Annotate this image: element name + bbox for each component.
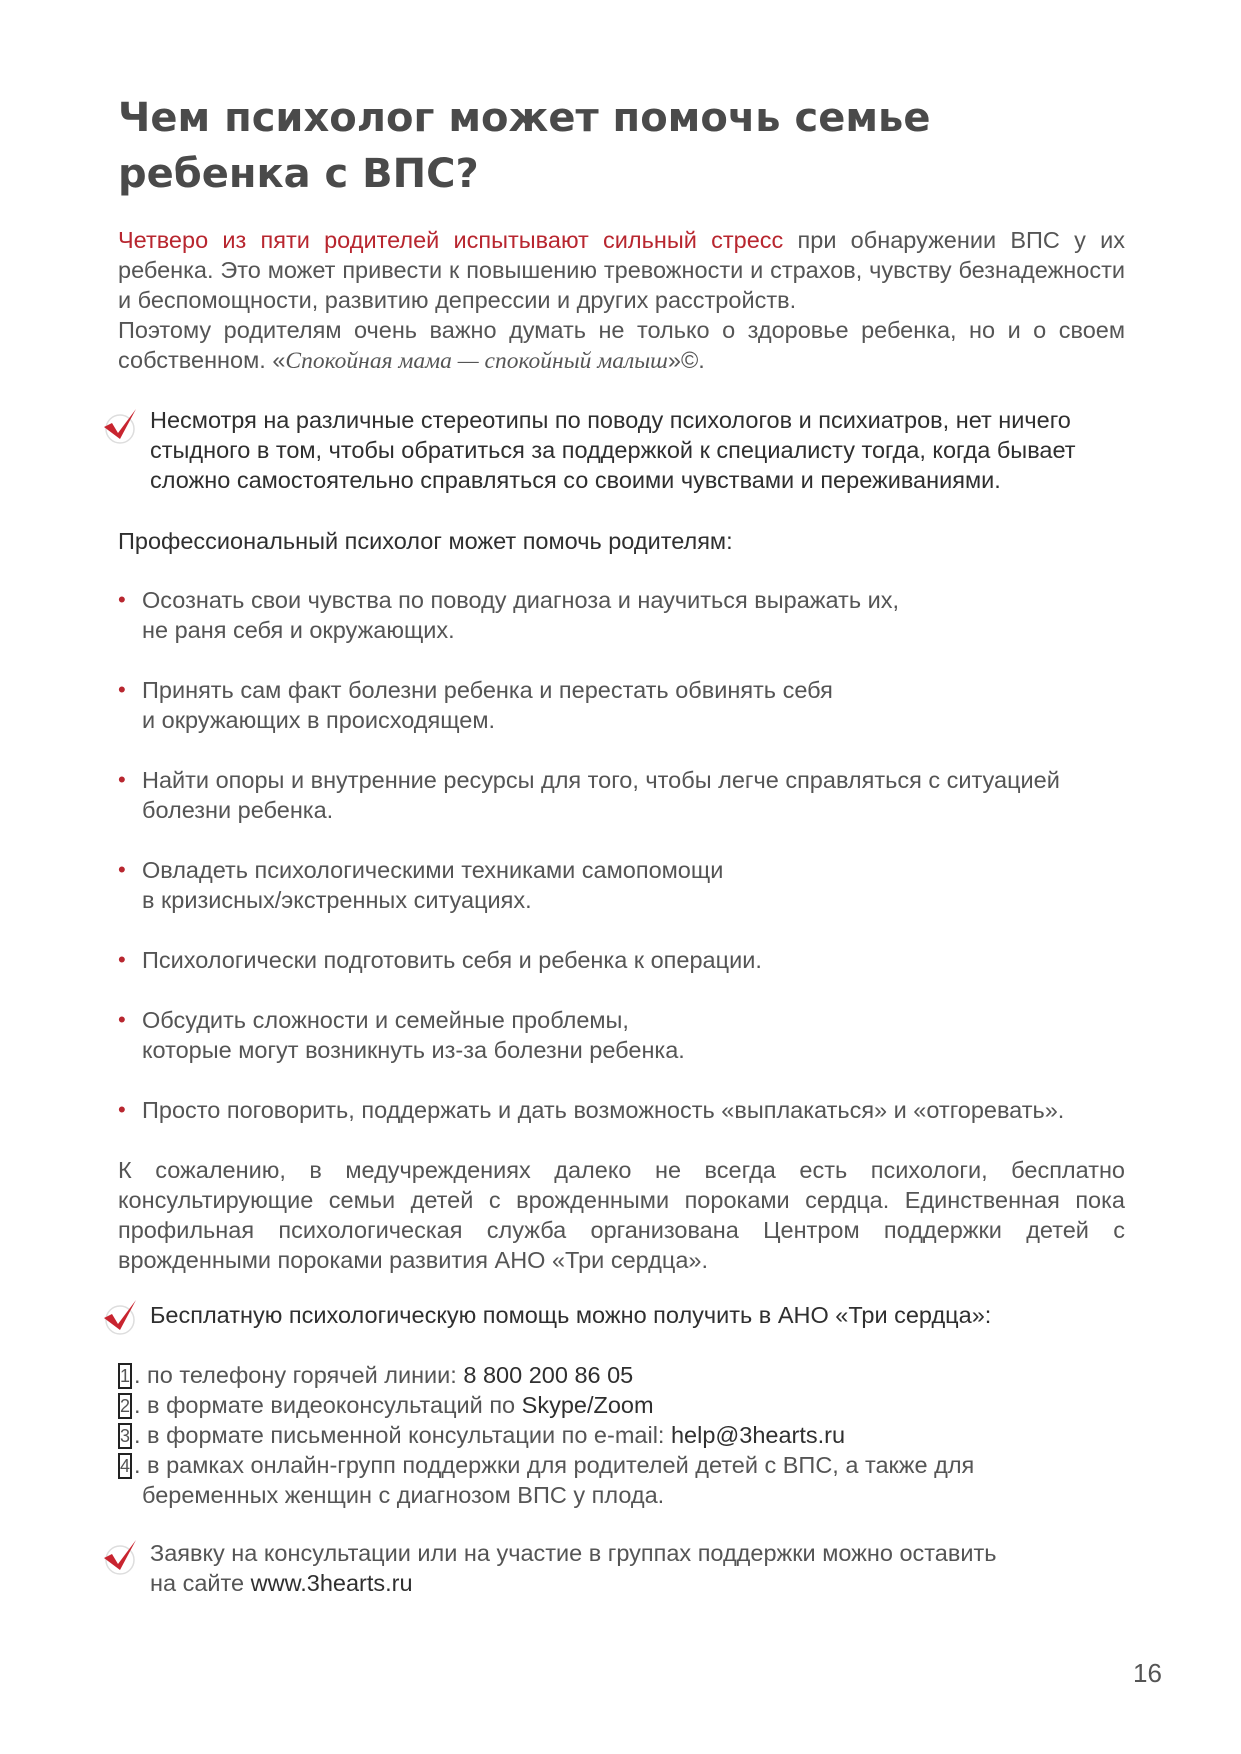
item-number: 2 — [118, 1393, 132, 1419]
note-stigma-line-2: стыдного в том, чтобы обратиться за поддержкой к специалисту тогда, когда бывает — [150, 437, 1076, 463]
list-item-line: Обсудить сложности и семейные проблемы, — [142, 1007, 629, 1033]
title-line-1: Чем психолог может помочь семье — [118, 95, 931, 141]
bullet-dot: • — [118, 947, 126, 972]
intro-quote-end: »©. — [667, 347, 705, 373]
page-title — [118, 90, 1118, 202]
bullet-dot: • — [118, 677, 126, 702]
note-application-prefix: на сайте — [150, 1570, 251, 1596]
bullet-dot: • — [118, 1007, 126, 1032]
red-check-icon — [100, 405, 140, 445]
help-way-item — [118, 1390, 654, 1420]
title-line-2: ребенка с ВПС? — [118, 151, 479, 197]
page-number: 16 — [1133, 1658, 1162, 1688]
item-text: . в рамках онлайн-групп поддержки для родителей детей с ВПС, а также для — [134, 1452, 975, 1478]
list-item-line: болезни ребенка. — [142, 797, 334, 823]
item-text: . в формате видеоконсультаций по — [134, 1392, 522, 1418]
item-text: . в формате письменной консультации по e-mail: — [134, 1422, 671, 1448]
bullet-dot: • — [118, 587, 126, 612]
help-way-item — [118, 1450, 974, 1480]
intro-highlight: Четверо из пяти родителей испытывают сильный стресс — [118, 227, 784, 253]
red-check-icon — [100, 1536, 140, 1576]
list-item-line: и окружающих в происходящем. — [142, 707, 496, 733]
hotline-phone[interactable]: 8 800 200 86 05 — [463, 1362, 634, 1388]
list-item-line: Осознать свои чувства по поводу диагноза и научиться выражать их, — [142, 587, 900, 613]
list-item-line: не раня себя и окружающих. — [142, 617, 455, 643]
note-free-help: Бесплатную психологическую помощь можно получить в АНО «Три сердца»: — [150, 1302, 992, 1328]
intro-quote: Спокойная мама — спокойный малыш — [285, 348, 668, 374]
list-item-line: Просто поговорить, поддержать и дать возможность «выплакаться» и «отгоревать». — [142, 1097, 1065, 1123]
red-check-icon — [100, 1296, 140, 1336]
note-stigma-line-1: Несмотря на различные стереотипы по поводу психологов и психиатров, нет ничего — [150, 407, 1071, 433]
list-item-line: Овладеть психологическими техниками самопомощи — [142, 857, 724, 883]
list-item-line: Найти опоры и внутренние ресурсы для того, чтобы легче справляться с ситуацией — [142, 767, 1060, 793]
lead-text: Профессиональный психолог может помочь родителям: — [118, 528, 733, 554]
note-application — [150, 1538, 1130, 1598]
list-item-line: которые могут возникнуть из-за болезни ребенка. — [142, 1037, 685, 1063]
item-number: 3 — [118, 1423, 132, 1449]
intro-text-2: Поэтому родителям очень важно думать не только о здоровье ребенка, но и о своем собственном. « — [118, 317, 1125, 373]
note-stigma — [150, 405, 1130, 495]
note-stigma-line-3: сложно самостоятельно справляться со своими чувствами и переживаниями. — [150, 467, 1001, 493]
help-way-item — [118, 1360, 633, 1390]
list-item-line: Психологически подготовить себя и ребенка к операции. — [142, 947, 762, 973]
website-link[interactable]: www.3hearts.ru — [250, 1570, 413, 1596]
help-way-item — [118, 1420, 845, 1450]
intro-paragraph — [118, 225, 1125, 315]
bullet-dot: • — [118, 857, 126, 882]
item-number: 1 — [118, 1363, 132, 1389]
item-text: . по телефону горячей линии: — [134, 1362, 464, 1388]
list-item-line: в кризисных/экстренных ситуациях. — [142, 887, 532, 913]
bullet-dot: • — [118, 767, 126, 792]
intro-paragraph-2 — [118, 315, 1125, 376]
note-application-line-1: Заявку на консультации или на участие в группах поддержки можно оставить — [150, 1540, 997, 1566]
item-number: 4 — [118, 1453, 132, 1479]
bullet-dot: • — [118, 1097, 126, 1122]
email-link[interactable]: help@3hearts.ru — [670, 1422, 846, 1448]
skype-zoom-label: Skype/Zoom — [521, 1392, 654, 1418]
regret-paragraph: К сожалению, в медучреждениях далеко не всегда есть психологи, бесплатно консультирующие семьи детей с врожденными пороками сердца. Единственная пока профильная психологическая служба организована Центром поддержки детей с врожденными пороками развития АНО «Три сердца». — [118, 1157, 1125, 1273]
help-way-item-continuation: беременных женщин с диагнозом ВПС у плода. — [142, 1482, 665, 1508]
list-item-line: Принять сам факт болезни ребенка и перестать обвинять себя — [142, 677, 833, 703]
intro-text: при обнаружении ВПС у их ребенка. Это может привести к повышению тревожности и страхов, чувству безнадежности и беспомощности, развитию депрессии и других расстройств. — [118, 227, 1125, 313]
